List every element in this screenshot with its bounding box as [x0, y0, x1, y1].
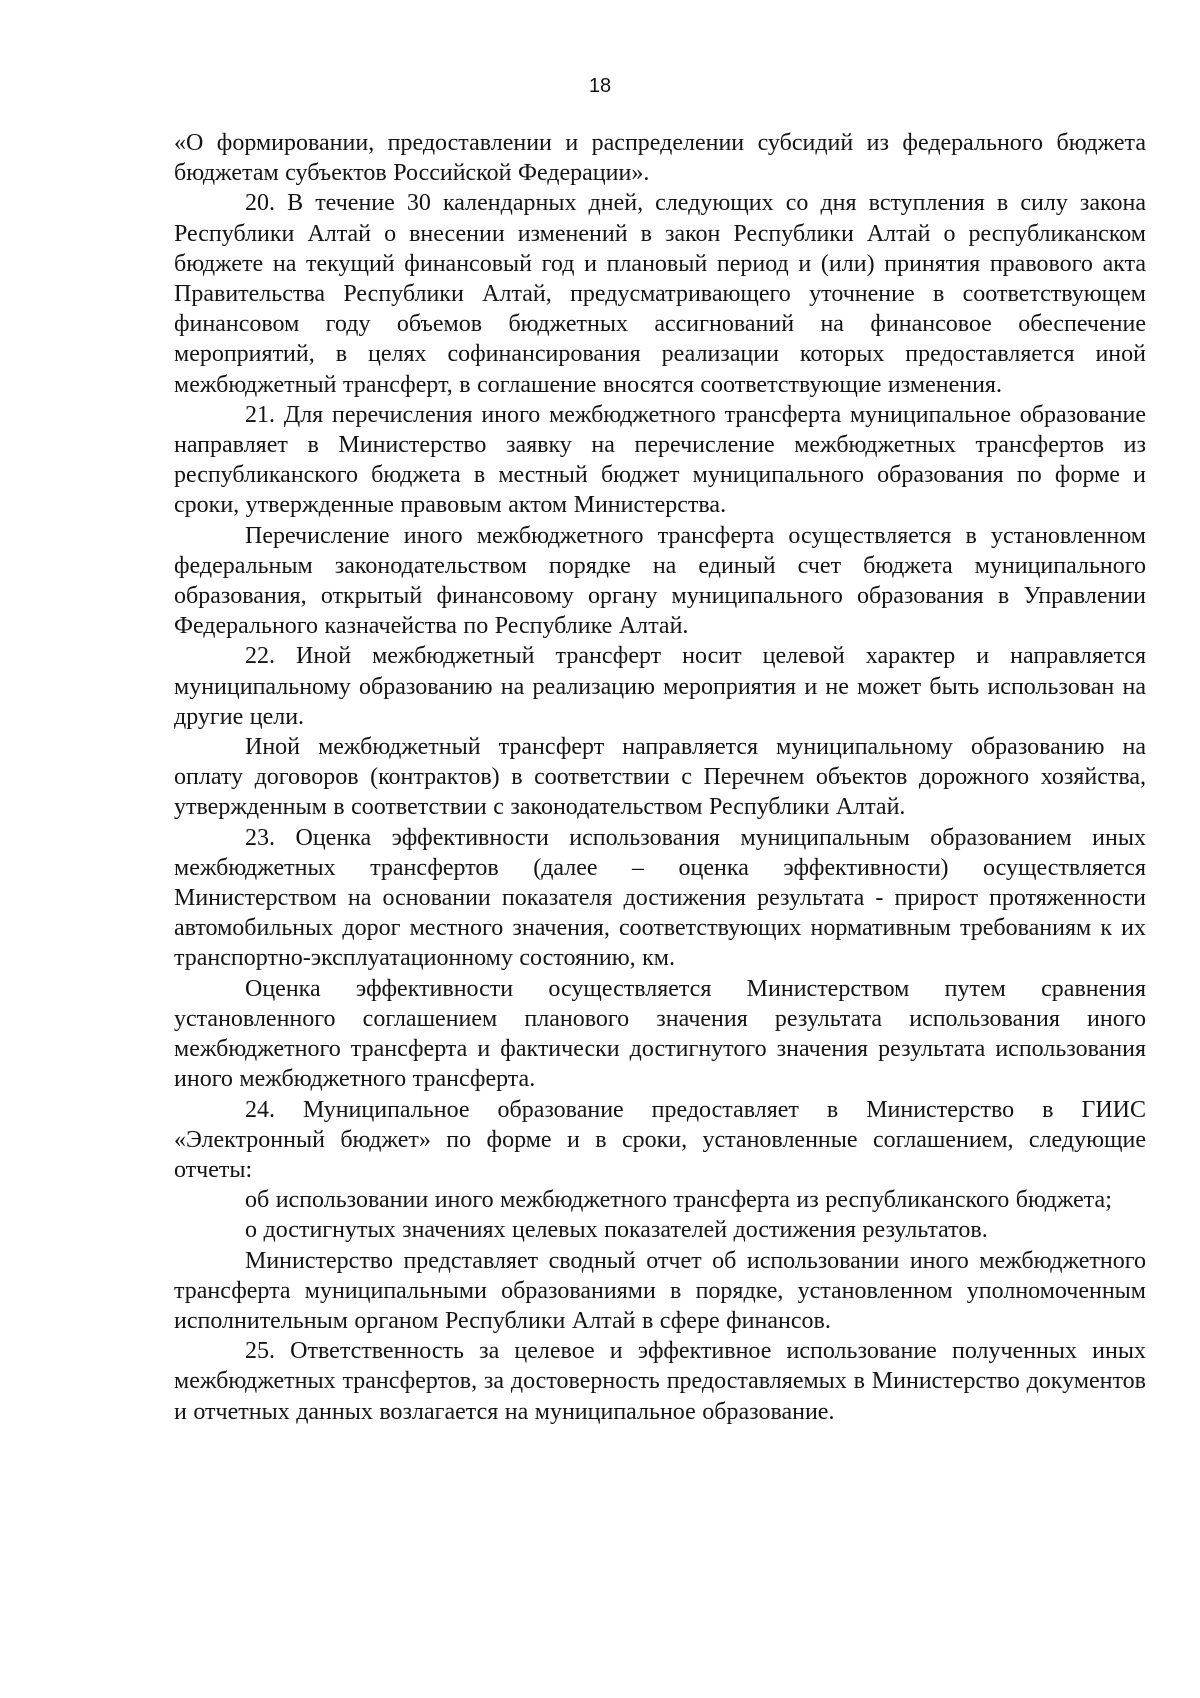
paragraph-item-20: 20. В течение 30 календарных дней, следующих со дня вступления в силу закона Республики Алтай о внесении изменений в закон Республики Алтай о республиканском бюджете на текущий финансовый год и плановый период и (или) принятия правового акта Правительства Республики Алтай, предусматривающего уточнение в соответствующем финансовом году объемов бюджетных ассигнований на финансовое обеспечение мероприятий, в целях софинансирования реализации которых предоставляется иной межбюджетный трансферт, в соглашение вносятся соответствующие изменения. [174, 190, 1146, 398]
paragraph-item-23: 23. Оценка эффективности использования муниципальным образованием иных межбюджетных трансфертов (далее – оценка эффективности) осуществляется Министерством на основании показателя достижения результата - прирост протяженности автомобильных дорог местного значения, соответствующих нормативным требованиям к их транспортно-эксплуатационному состоянию, км. [174, 824, 1146, 972]
paragraph-item-24-report-usage: об использовании иного межбюджетного трансферта из республиканского бюджета; [245, 1187, 1112, 1214]
paragraph-item-21-transfer: Перечисление иного межбюджетного трансферта осуществляется в установленном федеральным законодательством порядке на единый счет бюджета муниципального образования, открытый финансовому органу муниципального образования в Управлении Федерального казначейства по Республике Алтай. [174, 522, 1146, 640]
paragraph-item-24-summary-report: Министерство представляет сводный отчет об использовании иного межбюджетного трансферта муниципальными образованиями в порядке, установленном уполномоченным исполнительным органом Республики Алтай в сфере финансов. [174, 1247, 1146, 1334]
paragraph-item-23-evaluation: Оценка эффективности осуществляется Министерством путем сравнения установленного соглашением планового значения результата использования иного межбюджетного трансферта и фактически достигнутого значения результата использования иного межбюджетного трансферта. [174, 975, 1146, 1093]
paragraph-item-24-report-indicators: о достигнутых значениях целевых показателей достижения результатов. [245, 1217, 988, 1244]
page-number: 18 [588, 75, 612, 97]
paragraph-item-22: 22. Иной межбюджетный трансферт носит целевой характер и направляется муниципальному образованию на реализацию мероприятия и не может быть использован на другие цели. [174, 643, 1146, 730]
paragraph-preamble-continuation: «О формировании, предоставлении и распределении субсидий из федерального бюджета бюджетам субъектов Российской Федерации». [174, 130, 1146, 187]
paragraph-item-22-purpose: Иной межбюджетный трансферт направляется муниципальному образованию на оплату договоров (контрактов) в соответствии с Перечнем объектов дорожного хозяйства, утвержденным в соответствии с законодательством Республики Алтай. [174, 734, 1146, 821]
paragraph-item-21: 21. Для перечисления иного межбюджетного трансферта муниципальное образование направляет в Министерство заявку на перечисление межбюджетных трансфертов из республиканского бюджета в местный бюджет муниципального образования по форме и сроки, утвержденные правовым актом Министерства. [174, 401, 1146, 519]
paragraph-item-25: 25. Ответственность за целевое и эффективное использование полученных иных межбюджетных трансфертов, за достоверность предоставляемых в Министерство документов и отчетных данных возлагается на муниципальное образование. [174, 1338, 1146, 1425]
paragraph-item-24: 24. Муниципальное образование предоставляет в Министерство в ГИИС «Электронный бюджет» по форме и в сроки, установленные соглашением, следующие отчеты: [174, 1096, 1146, 1183]
document-body [174, 128, 1146, 1427]
